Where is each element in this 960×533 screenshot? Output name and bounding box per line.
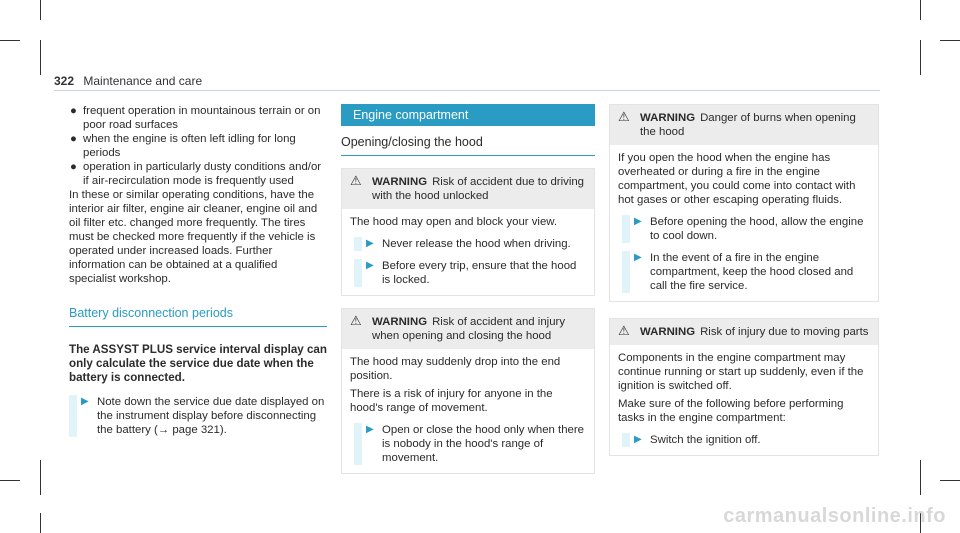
arrow-right-icon: ▶ bbox=[366, 424, 374, 435]
crop-mark bbox=[920, 460, 921, 495]
warning-label: WARNING bbox=[372, 316, 428, 328]
list-item: ● when the engine is often left idling for long periods bbox=[70, 133, 296, 159]
crop-mark bbox=[940, 40, 960, 41]
warning-label: WARNING bbox=[640, 112, 696, 124]
instruction-step: ▶ Never release the hood when driving. bbox=[354, 237, 586, 251]
warning-header bbox=[610, 319, 878, 345]
arrow-right-icon: ▶ bbox=[634, 252, 642, 263]
warning-triangle-icon: ⚠ bbox=[618, 323, 630, 338]
condition-list bbox=[69, 104, 327, 188]
warning-body: Components in the engine compartment may continue running or start up suddenly, even if the ignition is switched off. Make sure of the following before performing tasks in the engine compartment: ▶ Switch the ignition off. bbox=[610, 345, 878, 455]
column-right bbox=[609, 104, 879, 456]
crop-mark bbox=[920, 0, 921, 20]
header-rule bbox=[54, 90, 880, 91]
instruction-step: ▶ Before opening the hood, allow the engine to cool down. bbox=[622, 215, 870, 243]
arrow-right-icon: ▶ bbox=[81, 396, 89, 407]
instruction-step: ▶ Open or close the hood only when there is nobody in the hood's range of movement. bbox=[354, 423, 586, 465]
warning-label: WARNING bbox=[640, 326, 696, 338]
crop-mark bbox=[40, 513, 41, 533]
warning-triangle-icon: ⚠ bbox=[618, 109, 630, 124]
warning-triangle-icon: ⚠ bbox=[350, 313, 362, 328]
list-item: ● frequent operation in mountainous terrain or on poor road surfaces bbox=[70, 105, 321, 131]
list-item: ● operation in particularly dusty conditions and/or if air-recirculation mode is frequently used bbox=[70, 161, 322, 187]
warning-triangle-icon: ⚠ bbox=[350, 173, 362, 188]
arrow-right-icon: ▶ bbox=[634, 434, 642, 445]
crop-mark bbox=[0, 480, 20, 481]
instruction-step: ▶ Switch the ignition off. bbox=[622, 433, 870, 447]
section-heading: Opening/closing the hood bbox=[341, 135, 595, 156]
warning-body: If you open the hood when the engine has overheated or during a fire in the engine compartment, you could come into contact with hot gases or other escaping operating fluids. ▶ Before opening the hood, allow the engine to cool down. ▶ In the event of a fire in the engine compartment, keep the hood closed and call the fire service. bbox=[610, 145, 878, 301]
warning-title: Risk of accident due to driving with the hood unlocked bbox=[372, 176, 585, 202]
arrow-right-icon: ▶ bbox=[366, 238, 374, 249]
warning-box bbox=[609, 104, 879, 302]
warning-box bbox=[341, 168, 595, 296]
body-paragraph: In these or similar operating conditions, have the interior air filter, engine air cleaner, engine oil and oil filter etc. changed more frequently. The tires must be checked more frequently if the vehicle is operated under increased loads. Further information can be obtained at a qualified specialist workshop. bbox=[69, 189, 318, 285]
warning-box bbox=[341, 308, 595, 474]
column-left bbox=[69, 104, 327, 437]
warning-title: Risk of accident and injury when opening and closing the hood bbox=[372, 316, 566, 342]
warning-box bbox=[609, 318, 879, 456]
bullet-icon: ● bbox=[70, 105, 77, 117]
warning-title: Danger of burns when opening the hood bbox=[640, 112, 856, 138]
warning-body: The hood may suddenly drop into the end position. There is a risk of injury for anyone in the hood's range of movement. ▶ Open or close the hood only when there is nobody in the hood's range of movement. bbox=[350, 356, 585, 464]
instruction-step: ▶ In the event of a fire in the engine compartment, keep the hood closed and call the fire service. bbox=[622, 251, 870, 293]
bullet-icon: ● bbox=[70, 133, 77, 145]
sub-title: The ASSYST PLUS service interval display can only calculate the service due date when the battery is connected. bbox=[69, 343, 327, 384]
page-number: 322 bbox=[54, 74, 75, 88]
warning-label: WARNING bbox=[372, 176, 428, 188]
bullet-icon: ● bbox=[70, 161, 77, 173]
crop-mark bbox=[940, 480, 960, 481]
warning-body: The hood may open and block your view. ▶ Never release the hood when driving. ▶ Before every trip, ensure that the hood is locked. bbox=[342, 209, 594, 295]
crop-mark bbox=[920, 40, 921, 75]
section-band: Engine compartment bbox=[341, 104, 595, 126]
warning-header bbox=[610, 105, 878, 145]
section-title: Battery disconnection periods bbox=[69, 306, 327, 327]
arrow-right-icon: ▶ bbox=[634, 216, 642, 227]
warning-header bbox=[342, 309, 594, 349]
page-header bbox=[54, 74, 202, 88]
arrow-right-icon: ▶ bbox=[366, 260, 374, 271]
instruction-step: ▶ Before every trip, ensure that the hood is locked. bbox=[354, 259, 586, 287]
crop-mark bbox=[0, 40, 20, 41]
watermark: carmanualsonline.info bbox=[723, 505, 946, 527]
crop-mark bbox=[40, 460, 41, 495]
crop-mark bbox=[40, 0, 41, 20]
instruction-step: ▶ Note down the service due date displayed on the instrument display before disconnecting the battery (→ page 321). bbox=[69, 395, 327, 437]
column-middle bbox=[341, 104, 595, 474]
warning-header bbox=[342, 169, 594, 209]
crop-mark bbox=[40, 40, 41, 75]
page-header-title: Maintenance and care bbox=[83, 74, 203, 88]
warning-title: Risk of injury due to moving parts bbox=[700, 326, 869, 338]
